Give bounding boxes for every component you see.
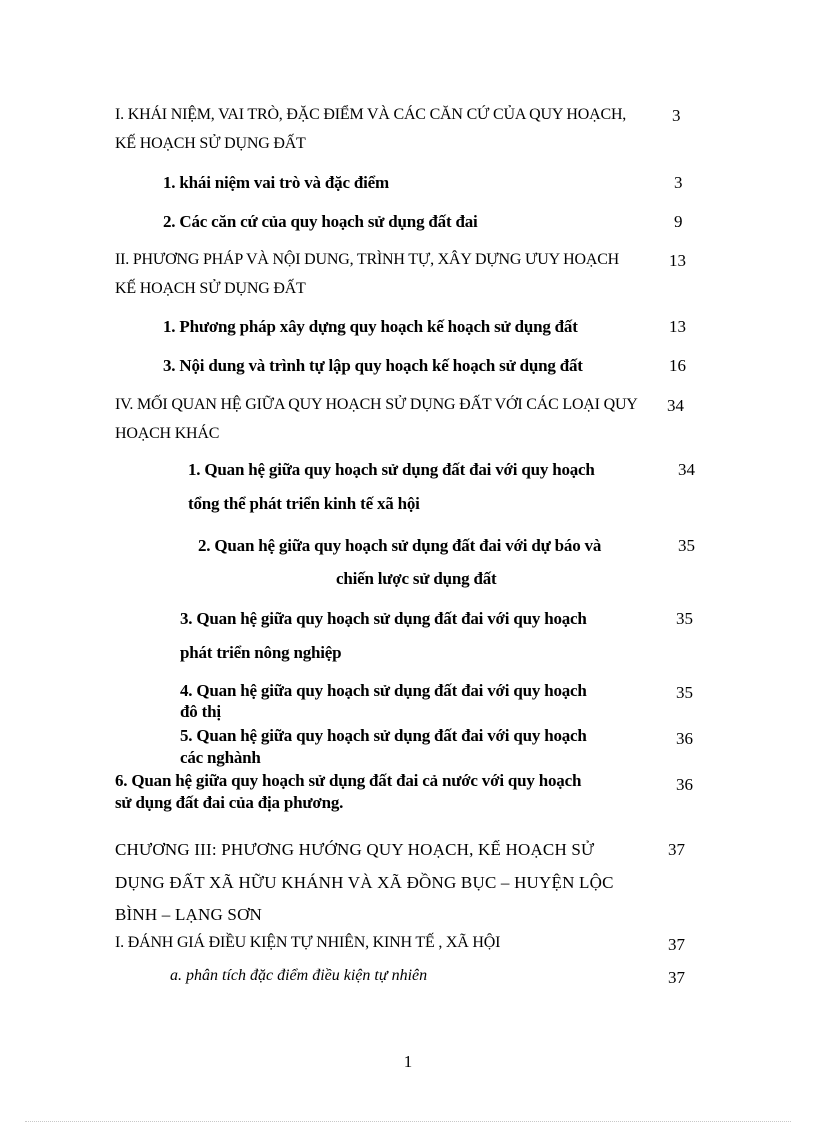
toc-page-number: 3: [672, 106, 681, 125]
page-bottom-divider: [25, 1121, 791, 1122]
toc-entry-line: I. KHÁI NIỆM, VAI TRÒ, ĐẶC ĐIỂM VÀ CÁC CĂN CỨ CỦA QUY HOẠCH,: [115, 106, 627, 123]
toc-page-number: 34: [667, 396, 684, 415]
toc-entry-line: sử dụng đất đai của địa phương.: [115, 793, 344, 812]
toc-entry-line: phát triển nông nghiệp: [180, 643, 342, 662]
toc-entry-line: DỤNG ĐẤT XÃ HỮU KHÁNH VÀ XÃ ĐỒNG BỤC – HUYỆN LỘC: [115, 873, 614, 892]
toc-page-number: 13: [669, 251, 686, 270]
toc-entry-line: 5. Quan hệ giữa quy hoạch sử dụng đất đai với quy hoạch: [180, 726, 587, 745]
toc-entry-line: 1. Quan hệ giữa quy hoạch sử dụng đất đai với quy hoạch: [188, 460, 595, 479]
toc-entry-line: 2. Quan hệ giữa quy hoạch sử dụng đất đai với dự báo và: [198, 536, 602, 555]
toc-entry-line: 2. Các căn cứ của quy hoạch sử dụng đất đai: [163, 212, 478, 231]
toc-entry-line: KẾ HOẠCH SỬ DỤNG ĐẤT: [115, 280, 306, 297]
toc-entry-line: 4. Quan hệ giữa quy hoạch sử dụng đất đai với quy hoạch: [180, 681, 587, 700]
page-number: 1: [403, 1052, 413, 1071]
toc-page-number: 36: [676, 775, 693, 794]
toc-page-number: 37: [668, 840, 685, 859]
toc-page-number: 35: [678, 536, 695, 555]
toc-page-number: 13: [669, 317, 686, 336]
toc-page-number: 9: [674, 212, 683, 231]
toc-entry-line: tổng thể phát triển kinh tế xã hội: [188, 494, 420, 513]
toc-entry-line: IV. MỐI QUAN HỆ GIỮA QUY HOẠCH SỬ DỤNG ĐẤT VỚI CÁC LOẠI QUY: [115, 396, 638, 413]
toc-page-number: 34: [678, 460, 695, 479]
toc-page-number: 37: [668, 935, 685, 954]
toc-page-number: 36: [676, 729, 693, 748]
toc-entry-line: a. phân tích đặc điểm điều kiện tự nhiên: [170, 967, 428, 984]
toc-page-number: 3: [674, 173, 683, 192]
toc-entry-line: 3. Nội dung và trình tự lập quy hoạch kế hoạch sử dụng đất: [163, 356, 583, 375]
toc-entry-line: CHƯƠNG III: PHƯƠNG HƯỚNG QUY HOẠCH, KẾ HOẠCH SỬ: [115, 840, 595, 859]
toc-entry-line: 1. Phương pháp xây dựng quy hoạch kế hoạch sử dụng đất: [163, 317, 578, 336]
toc-entry-line: 3. Quan hệ giữa quy hoạch sử dụng đất đai với quy hoạch: [180, 609, 587, 628]
toc-entry-line: đô thị: [180, 702, 221, 721]
toc-page-number: 16: [669, 356, 686, 375]
toc-entry-line: các nghành: [180, 748, 261, 767]
toc-entry-line: chiến lược sử dụng đất: [336, 569, 497, 588]
toc-entry-line: HOẠCH KHÁC: [115, 425, 220, 442]
toc-entry-line: BÌNH – LẠNG SƠN: [115, 905, 263, 924]
toc-page-number: 35: [676, 609, 693, 628]
toc-page-number: 35: [676, 683, 693, 702]
toc-entry-line: 6. Quan hệ giữa quy hoạch sử dụng đất đai cả nước với quy hoạch: [115, 771, 582, 790]
toc-entry-line: 1. khái niệm vai trò và đặc điểm: [163, 173, 389, 192]
toc-entry-line: I. ĐÁNH GIÁ ĐIỀU KIỆN TỰ NHIÊN, KINH TẾ , XÃ HỘI: [115, 934, 501, 951]
toc-entry-line: II. PHƯƠNG PHÁP VÀ NỘI DUNG, TRÌNH TỰ, XÂY DỰNG ƯUY HOẠCH: [115, 251, 620, 268]
toc-entry-line: KẾ HOẠCH SỬ DỤNG ĐẤT: [115, 135, 306, 152]
toc-page-number: 37: [668, 968, 685, 987]
